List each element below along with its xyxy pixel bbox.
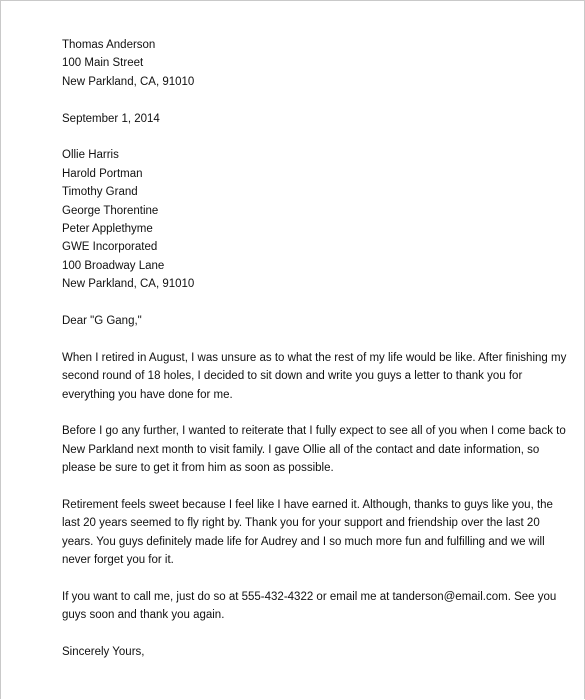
recipient-line: George Thorentine <box>62 204 159 217</box>
paragraph-line: last 20 years seemed to fly right by. Thank you for your support and friendship over the last 20 <box>62 517 540 530</box>
recipient-line: Timothy Grand <box>62 186 138 199</box>
paragraph-line: Before I go any further, I wanted to reiterate that I fully expect to see all of you when I come back to <box>62 425 566 438</box>
spacer <box>62 404 540 422</box>
spacer <box>62 625 540 643</box>
paragraph <box>62 422 566 477</box>
paragraph-line: If you want to call me, just do so at 555-432-4322 or email me at tanderson@email.com. See you <box>62 591 557 604</box>
paragraph-line: New Parkland next month to visit family. I gave Ollie all of the contact and date information, so <box>62 443 540 456</box>
recipient-address <box>62 146 540 293</box>
paragraph <box>62 496 553 570</box>
spacer <box>62 570 540 588</box>
paragraph-line: Retirement feels sweet because I feel like I have earned it. Although, thanks to guys like you, the <box>62 499 553 512</box>
closing: Sincerely Yours, <box>62 646 145 659</box>
spacer <box>62 128 540 146</box>
recipient-line: New Parkland, CA, 91010 <box>62 278 195 291</box>
paragraph-line: years. You guys definitely made life for Audrey and I so much more fun and fulfilling and we will <box>62 535 545 548</box>
recipient-line: 100 Broadway Lane <box>62 259 165 272</box>
spacer <box>62 478 540 496</box>
sender-street: 100 Main Street <box>62 57 144 70</box>
paragraph-line: guys soon and thank you again. <box>62 609 225 622</box>
letter-body <box>62 36 567 662</box>
recipient-line: Peter Applethyme <box>62 223 153 236</box>
paragraph <box>62 349 567 404</box>
paragraph <box>62 588 557 625</box>
paragraph-line: never forget you for it. <box>62 554 174 567</box>
spacer <box>62 91 540 109</box>
paragraph-line: please be sure to get it from him as soon as possible. <box>62 462 334 475</box>
sender-address <box>62 36 540 91</box>
paragraph-line: When I retired in August, I was unsure as to what the rest of my life would be like. After finishing my <box>62 351 567 364</box>
salutation: Dear "G Gang," <box>62 315 142 328</box>
sender-city: New Parkland, CA, 91010 <box>62 75 195 88</box>
spacer <box>62 294 540 312</box>
paragraph-line: everything you have done for me. <box>62 388 233 401</box>
paragraph-line: second round of 18 holes, I decided to sit down and write you guys a letter to thank you for <box>62 370 523 383</box>
recipient-line: GWE Incorporated <box>62 241 158 254</box>
sender-name: Thomas Anderson <box>62 39 156 51</box>
letter-date: September 1, 2014 <box>62 112 160 125</box>
recipient-line: Harold Portman <box>62 167 143 180</box>
spacer <box>62 330 540 348</box>
recipient-line: Ollie Harris <box>62 149 119 162</box>
